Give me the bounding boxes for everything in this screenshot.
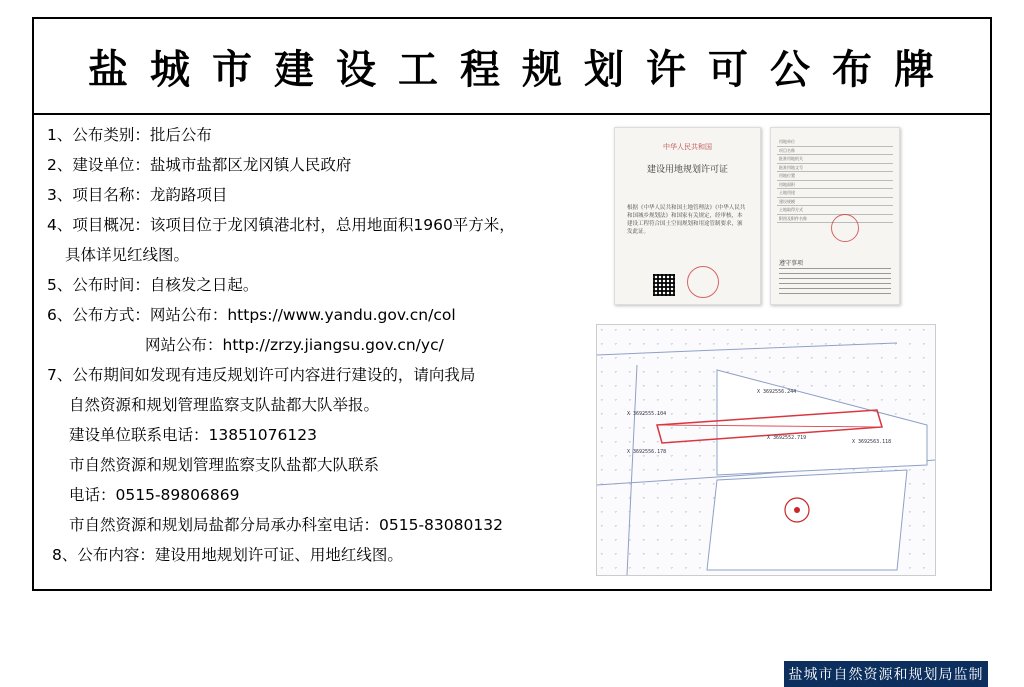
board-title: 盐城市建设工程规划许可公布牌 <box>88 46 956 93</box>
title-bar <box>34 19 990 115</box>
item-project-name: 3、项目名称：龙韵路项目 <box>47 186 228 204</box>
coord-label: X 3692552.719 <box>767 435 807 441</box>
supervision-phone: 电话：0515-89806869 <box>69 486 240 504</box>
cert-name: 建设用地规划许可证 <box>646 165 728 175</box>
permit-row: 土地用途 <box>777 189 893 198</box>
permit-row: 建设规模 <box>777 198 893 207</box>
coord-label: X 3692555.104 <box>627 411 667 417</box>
builder-phone: 建设单位联系电话：13851076123 <box>69 426 317 444</box>
supervision-contact: 市自然资源和规划管理监察支队盐都大队联系 <box>69 456 380 474</box>
notice-lines <box>779 268 891 298</box>
coord-label: X 3692556.178 <box>627 449 667 455</box>
notice-text <box>47 120 602 570</box>
land-use-permit-image <box>614 127 761 305</box>
coord-label: X 3692556.244 <box>757 389 797 395</box>
permit-row: 土地取得方式 <box>777 206 893 215</box>
board-content <box>34 115 990 683</box>
office-phone: 市自然资源和规划局盐都分局承办科室电话：0515-83080132 <box>69 516 503 534</box>
item-report-cont: 自然资源和规划管理监察支队盐都大队举报。 <box>69 396 380 414</box>
red-line-map <box>596 324 936 576</box>
item-content: 8、公布内容：建设用地规划许可证、用地红线图。 <box>52 546 403 564</box>
cert-body: 根据《中华人民共和国土地管理法》《中华人民共和国城乡规划法》和国家有关规定，经审核，本建设工程符合国土空间规划和用途管制要求，颁发此证。 <box>627 205 746 235</box>
qr-code-icon <box>653 274 675 296</box>
permit-row: 用地单位 <box>777 138 893 147</box>
cert-country: 中华人民共和国 <box>663 143 712 151</box>
permit-row: 项目名称 <box>777 147 893 156</box>
item-time: 5、公布时间：自核发之日起。 <box>47 276 259 294</box>
coord-label: X 3692563.118 <box>852 439 892 445</box>
permit-table <box>777 138 893 258</box>
permit-row: 批准用地文号 <box>777 164 893 173</box>
item-overview-cont: 具体详见红线图。 <box>65 246 190 264</box>
red-seal-icon <box>831 214 859 242</box>
supervisor-badge: 盐城市自然资源和规划局监制 <box>784 661 988 687</box>
notice-heading: 遵守事项 <box>779 260 804 267</box>
permit-row: 附图及附件名称 <box>777 215 893 224</box>
notice-board <box>32 17 992 683</box>
item-category: 1、公布类别：批后公布 <box>47 126 212 144</box>
permit-row: 批准用地机关 <box>777 155 893 164</box>
item-method-cont: 网站公布：http://zrzy.jiangsu.gov.cn/yc/ <box>145 336 444 354</box>
permit-details-image <box>770 127 900 305</box>
item-report: 7、公布期间如发现有违反规划许可内容进行建设的，请向我局 <box>47 366 476 384</box>
item-overview: 4、项目概况：该项目位于龙冈镇港北村，总用地面积1960平方米， <box>47 216 515 234</box>
permit-row: 用地面积 <box>777 181 893 190</box>
permit-row: 用地位置 <box>777 172 893 181</box>
item-method: 6、公布方式：网站公布：https://www.yandu.gov.cn/col <box>47 306 456 324</box>
red-seal-icon <box>687 266 719 298</box>
item-builder: 2、建设单位：盐城市盐都区龙冈镇人民政府 <box>47 156 352 174</box>
